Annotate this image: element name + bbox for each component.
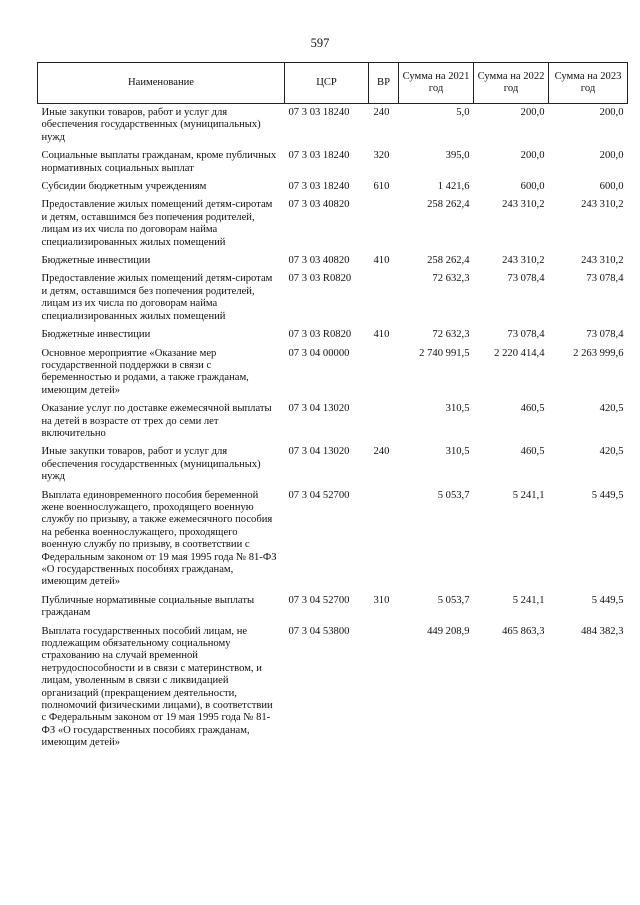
row-name: Субсидии бюджетным учреждениям [41,181,207,193]
row-name: Оказание услуг по доставке ежемесячной выплаты на детей в возрасте от трех до семи лет включительно [41,403,272,439]
header-sum-2023: Сумма на 2023 год [549,63,628,104]
row-sum-2022: 243 310,2 [502,199,545,211]
row-sum-2023: 5 449,5 [591,594,624,606]
row-sum-2023: 243 310,2 [581,199,624,211]
table-row [38,626,628,756]
row-sum-2022: 5 241,1 [512,489,545,501]
row-csr: 07 3 04 00000 [288,347,350,359]
budget-table [37,62,628,756]
row-csr: 07 3 03 40820 [288,255,350,267]
row-sum-2021: 2 740 991,5 [419,347,470,359]
row-csr: 07 3 04 52700 [288,594,350,606]
row-sum-2021: 310,5 [445,403,470,415]
table-row [38,273,628,329]
row-sum-2021: 258 262,4 [427,255,470,267]
row-sum-2022: 73 078,4 [507,273,545,285]
row-sum-2023: 5 449,5 [591,489,624,501]
row-sum-2022: 73 078,4 [507,329,545,341]
row-sum-2023: 200,0 [599,107,624,118]
row-csr: 07 3 03 R0820 [288,273,352,285]
row-vr: 310 [373,594,390,606]
row-csr: 07 3 04 13020 [288,446,350,458]
row-sum-2023: 73 078,4 [586,273,624,285]
row-csr: 07 3 04 53800 [288,625,350,637]
row-vr [369,348,399,404]
row-sum-2023: 484 382,3 [581,625,624,637]
table-row [38,446,628,489]
row-name: Бюджетные инвестиции [41,255,151,267]
row-sum-2021: 395,0 [445,150,470,162]
header-name: Наименование [38,63,285,104]
row-sum-2023: 200,0 [599,150,624,162]
row-csr: 07 3 03 40820 [288,199,350,211]
row-sum-2023: 2 263 999,6 [573,347,624,359]
row-name: Выплата государственных пособий лицам, не подлежащим обязательному социальному страхованию на случай временной нетрудоспособности и в связи с материнством, и лицам, уволенным в связи с ликвидацией организаций (прекращением деятельности, полномочий физическими лицами), в соответствии с Федеральным законом от 19 мая 1995 года № 81-ФЗ «О государственных пособиях гражданам, имеющим детей» [41,625,273,749]
row-sum-2021: 72 632,3 [432,329,470,341]
row-vr [369,273,399,329]
row-name: Выплата единовременного пособия беременной жене военнослужащего, проходящего военную службу по призыву, а также ежемесячного пособия на ребенка военнослужащего, проходящего военную службу по призыву, в соответствии с Федеральным законом от 19 мая 1995 года № 81-ФЗ «О государственных пособиях гражданам, имеющим детей» [41,489,277,588]
row-sum-2022: 460,5 [520,446,545,458]
row-vr [369,626,399,756]
row-sum-2022: 243 310,2 [502,255,545,267]
header-sum-2021: Сумма на 2021 год [399,63,474,104]
row-name: Иные закупки товаров, работ и услуг для обеспечения государственных (муниципальных) нужд [41,107,261,143]
row-sum-2021: 72 632,3 [432,273,470,285]
row-sum-2021: 5,0 [456,107,470,118]
row-sum-2022: 460,5 [520,403,545,415]
table-row [38,150,628,181]
row-sum-2021: 1 421,6 [437,181,470,193]
row-sum-2021: 5 053,7 [437,594,470,606]
row-sum-2021: 310,5 [445,446,470,458]
row-sum-2022: 200,0 [520,107,545,118]
table-row [38,348,628,404]
row-sum-2023: 420,5 [599,403,624,415]
table-row [38,595,628,626]
row-vr: 320 [373,150,390,162]
row-csr: 07 3 04 13020 [288,403,350,415]
row-name: Предоставление жилых помещений детям-сиротам и детям, оставшимся без попечения родителей, лицам из их числа по договорам найма специализированных жилых помещений [41,199,273,248]
header-sum-2022: Сумма на 2022 год [474,63,549,104]
row-vr: 240 [373,107,390,118]
row-sum-2023: 600,0 [599,181,624,193]
row-csr: 07 3 03 18240 [288,150,350,162]
row-vr: 240 [373,446,390,458]
row-name: Бюджетные инвестиции [41,329,151,341]
row-name: Социальные выплаты гражданам, кроме публичных нормативных социальных выплат [41,150,277,174]
table-row [38,403,628,446]
row-name: Основное мероприятие «Оказание мер государственной поддержки в связи с беременностью и родами, а также гражданам, имеющим детей» [41,347,249,396]
row-csr: 07 3 03 18240 [288,107,350,118]
table-row [38,104,628,151]
row-vr [369,403,399,446]
row-sum-2021: 449 208,9 [427,625,470,637]
row-sum-2021: 5 053,7 [437,489,470,501]
row-sum-2023: 420,5 [599,446,624,458]
row-csr: 07 3 03 18240 [288,181,350,193]
row-sum-2022: 600,0 [520,181,545,193]
row-sum-2022: 5 241,1 [512,594,545,606]
row-name: Публичные нормативные социальные выплаты гражданам [41,594,255,619]
table-header-row [38,63,628,104]
row-csr: 07 3 04 52700 [288,489,350,501]
row-name: Иные закупки товаров, работ и услуг для обеспечения государственных (муниципальных) нужд [41,446,261,483]
table-row [38,255,628,273]
row-sum-2023: 243 310,2 [581,255,624,267]
header-csr: ЦСР [285,63,369,104]
row-csr: 07 3 03 R0820 [288,329,352,341]
row-vr: 610 [373,181,390,193]
row-name: Предоставление жилых помещений детям-сиротам и детям, оставшимся без попечения родителей, лицам из их числа по договорам найма специализированных жилых помещений [41,273,273,322]
header-vr: ВР [369,63,399,104]
row-vr [369,490,399,595]
row-sum-2021: 258 262,4 [427,199,470,211]
row-vr: 410 [373,255,390,267]
row-sum-2022: 200,0 [520,150,545,162]
table-row [38,199,628,255]
table-row [38,329,628,347]
row-sum-2023: 73 078,4 [586,329,624,341]
row-vr: 410 [373,329,390,341]
page-number: 597 [310,36,330,50]
row-vr [369,199,399,255]
row-sum-2022: 2 220 414,4 [494,347,545,359]
table-row [38,490,628,595]
table-row [38,181,628,199]
row-sum-2022: 465 863,3 [502,625,545,637]
